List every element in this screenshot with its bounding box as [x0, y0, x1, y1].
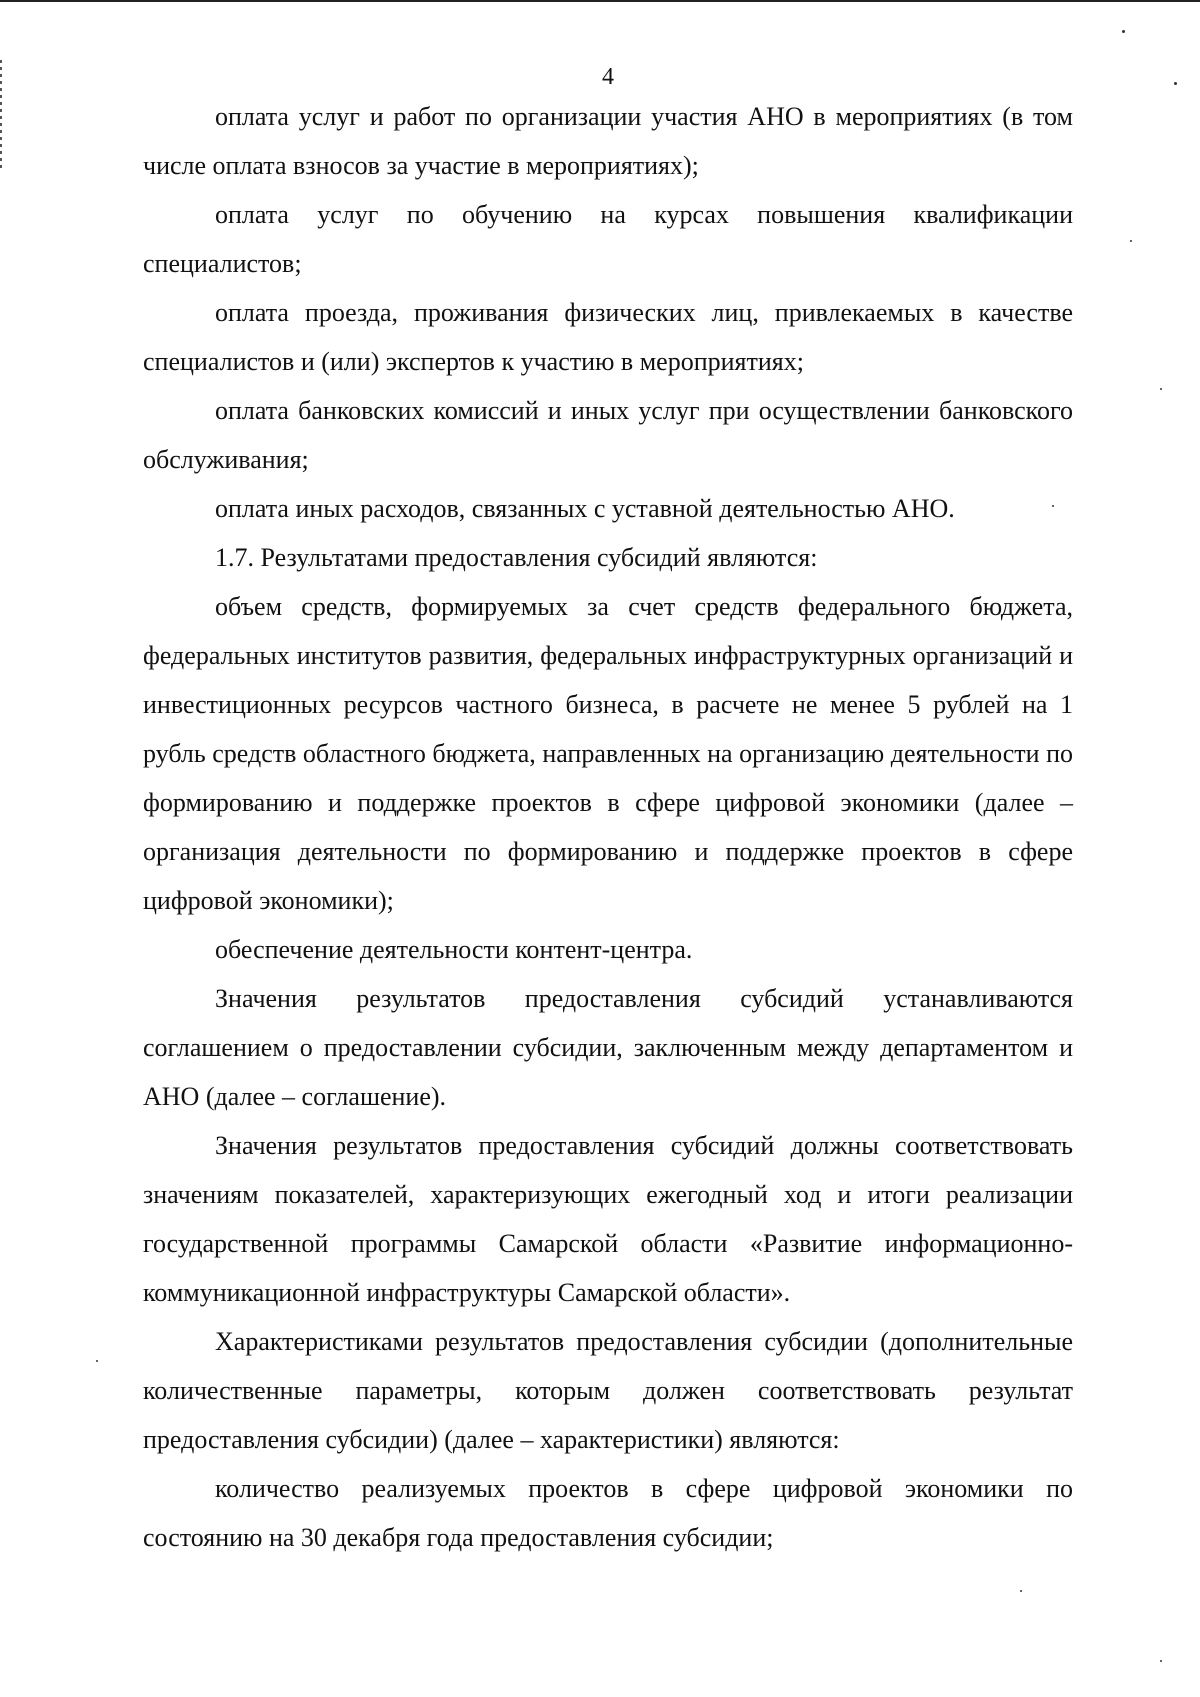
scan-speck — [1130, 240, 1132, 242]
paragraph-participation-costs: оплата услуг и работ по организации участия АНО в мероприятиях (в том числе оплата взносов за участие в мероприятиях); — [143, 102, 1073, 180]
paragraph-result-values-program: Значения результатов предоставления субсидий должны соответствовать значениям показателей, характеризующих ежегодный ход и итоги реализации государственной программы Самарской области «Развитие информационно-коммуникационной инфраструктуры Самарской области». — [143, 1131, 1073, 1307]
paragraph-funding-volume: объем средств, формируемых за счет средств федерального бюджета, федеральных институтов развития, федеральных инфраструктурных организаций и инвестиционных ресурсов частного бизнеса, в расчете не менее 5 рублей на 1 рубль средств областного бюджета, направленных на организацию деятельности по формированию и поддержке проектов в сфере цифровой экономики (далее – организация деятельности по формированию и поддержке проектов в сфере цифровой экономики); — [143, 592, 1073, 915]
paragraph-projects-count: количество реализуемых проектов в сфере цифровой экономики по состоянию на 30 декабря года предоставления субсидии; — [143, 1474, 1073, 1552]
scan-speck — [1122, 30, 1125, 33]
page-number: 4 — [602, 64, 614, 90]
paragraph-section-1-7: 1.7. Результатами предоставления субсидий являются: — [215, 543, 818, 572]
paragraph-travel-costs: оплата проезда, проживания физических лиц, привлекаемых в качестве специалистов и (или) экспертов к участию в мероприятиях; — [143, 298, 1073, 376]
paragraph-training-costs: оплата услуг по обучению на курсах повышения квалификации специалистов; — [143, 200, 1073, 278]
scan-speck — [1160, 388, 1162, 390]
scan-speck — [1020, 1590, 1022, 1592]
paragraph-content-center: обеспечение деятельности контент-центра. — [215, 935, 693, 964]
paragraph-other-costs: оплата иных расходов, связанных с уставной деятельностью АНО. — [215, 494, 955, 523]
scan-speck — [1052, 505, 1054, 507]
scan-speck — [1160, 1660, 1162, 1662]
scan-border-left — [0, 60, 2, 170]
scan-border-top — [0, 0, 1200, 2]
paragraph-bank-fees: оплата банковских комиссий и иных услуг при осуществлении банковского обслуживания; — [143, 396, 1073, 474]
scan-speck — [96, 1360, 98, 1362]
scan-speck — [1174, 82, 1177, 85]
paragraph-result-values-agreement: Значения результатов предоставления субсидий устанавливаются соглашением о предоставлении субсидии, заключенным между департаментом и АНО (далее – соглашение). — [143, 984, 1073, 1111]
paragraph-characteristics: Характеристиками результатов предоставления субсидии (дополнительные количественные параметры, которым должен соответствовать результат предоставления субсидии) (далее – характеристики) являются: — [143, 1327, 1073, 1454]
document-page — [143, 62, 1073, 1562]
